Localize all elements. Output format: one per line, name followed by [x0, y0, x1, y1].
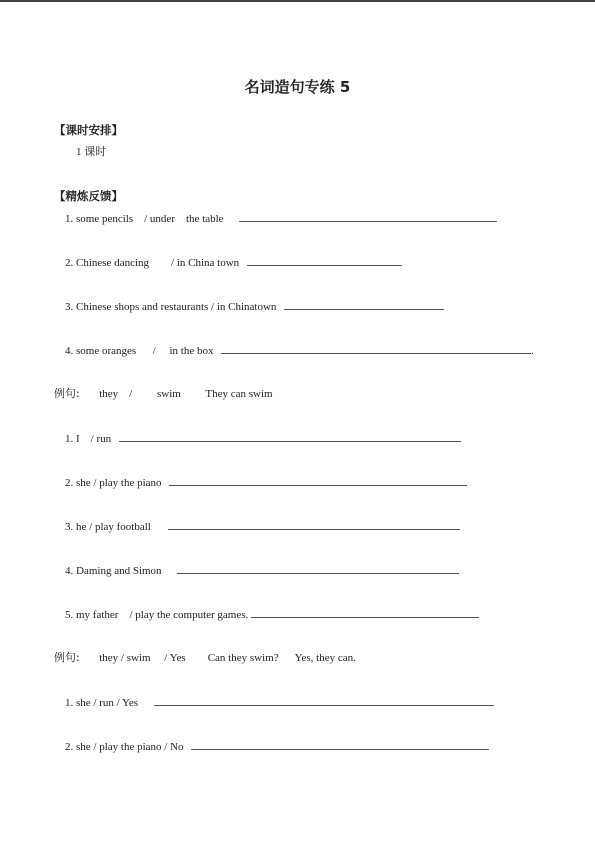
- exercise-prompt: 4. some oranges / in the box: [65, 345, 214, 357]
- exercise-prompt: 3. he / play football: [65, 521, 151, 533]
- example-row: [54, 387, 273, 401]
- exercise-prompt: 1. some pencils / under the table: [65, 213, 224, 225]
- section-heading-practice: 【精炼反馈】: [54, 189, 123, 203]
- answer-blank[interactable]: [247, 255, 402, 266]
- period: .: [530, 345, 534, 357]
- exercise-row: [65, 607, 479, 622]
- exercise-row: [65, 255, 402, 270]
- example-text: they / swim They can swim: [99, 388, 273, 400]
- answer-blank[interactable]: [221, 343, 531, 354]
- exercise-row: [65, 519, 460, 534]
- exercise-row: [65, 563, 459, 578]
- exercise-row: [65, 343, 534, 358]
- top-border: [0, 0, 595, 2]
- example-label: 例句:: [54, 651, 80, 664]
- answer-blank[interactable]: [119, 431, 461, 442]
- exercise-prompt: 4. Daming and Simon: [65, 565, 162, 577]
- answer-blank[interactable]: [284, 299, 444, 310]
- exercise-prompt: 2. she / play the piano: [65, 477, 162, 489]
- exercise-row: [65, 695, 494, 710]
- exercise-row: [65, 739, 489, 754]
- answer-blank[interactable]: [191, 739, 489, 750]
- exercise-prompt: 2. Chinese dancing / in China town: [65, 257, 240, 269]
- exercise-row: [65, 475, 467, 490]
- exercise-prompt: 1. I / run: [65, 433, 112, 445]
- answer-blank[interactable]: [169, 475, 467, 486]
- exercise-row: [65, 431, 461, 446]
- exercise-row: [65, 299, 444, 314]
- answer-blank[interactable]: [177, 563, 459, 574]
- answer-blank[interactable]: [168, 519, 460, 530]
- exercise-prompt: 2. she / play the piano / No: [65, 741, 184, 753]
- exercise-prompt: 1. she / run / Yes: [65, 697, 139, 709]
- schedule-text: 1 课时: [76, 146, 107, 158]
- page-title: 名词造句专练 5: [244, 78, 351, 96]
- answer-blank[interactable]: [251, 607, 479, 618]
- example-row: [54, 651, 356, 665]
- example-text: they / swim / Yes Can they swim? Yes, they can.: [99, 652, 356, 664]
- exercise-prompt: 5. my father / play the computer games.: [65, 609, 249, 621]
- section-heading-schedule: 【课时安排】: [54, 123, 123, 137]
- exercise-row: [65, 211, 497, 226]
- answer-blank[interactable]: [239, 211, 497, 222]
- exercise-prompt: 3. Chinese shops and restaurants / in Chinatown: [65, 301, 277, 313]
- answer-blank[interactable]: [154, 695, 494, 706]
- example-label: 例句:: [54, 387, 80, 400]
